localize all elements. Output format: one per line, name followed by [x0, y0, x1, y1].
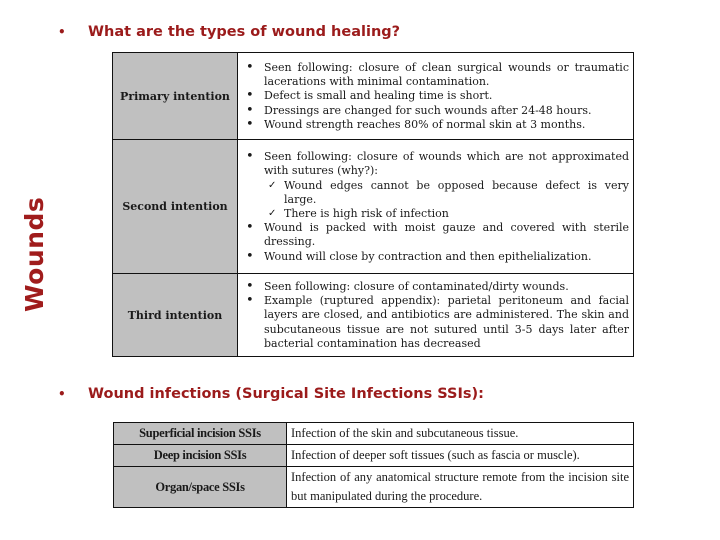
ssi-table	[113, 422, 634, 508]
checklist-item: ✓ There is high risk of infection	[284, 207, 629, 221]
bullet-icon: •	[58, 387, 66, 401]
row-label: Second intention	[113, 140, 238, 274]
ssi-description: Infection of deeper soft tissues (such as fascia or muscle).	[287, 445, 634, 467]
list-item: • Seen following: closure of clean surgical wounds or traumatic lacerations with minimal contamination.	[264, 61, 629, 89]
list-item-text: Seen following: closure of wounds which are not approximated with sutures (why?):	[264, 150, 629, 178]
wound-healing-table	[112, 52, 634, 357]
checklist-item: ✓ Wound edges cannot be opposed because defect is very large.	[284, 179, 629, 207]
row-label: Primary intention	[113, 53, 238, 140]
list-item: • Wound strength reaches 80% of normal skin at 3 months.	[264, 118, 629, 132]
slide-side-title: Wounds	[20, 196, 49, 312]
list-item: • Dressings are changed for such wounds after 24-48 hours.	[264, 104, 629, 118]
table-row-third	[113, 274, 634, 357]
list-item: • Wound will close by contraction and then epithelialization.	[264, 250, 629, 264]
list-item	[264, 150, 629, 221]
list-item: • Wound is packed with moist gauze and covered with sterile dressing.	[264, 221, 629, 249]
table-row	[114, 467, 634, 508]
list-item: • Example (ruptured appendix): parietal peritoneum and facial layers are closed, and antibiotics are administered. The skin and subcutaneous tissue are not sutured until 3-5 days later after bacterial contamination has decreased	[264, 294, 629, 351]
row-content	[238, 53, 634, 140]
infections-heading	[58, 386, 484, 402]
table-row-primary	[113, 53, 634, 140]
ssi-description: Infection of the skin and subcutaneous tissue.	[287, 423, 634, 445]
row-content	[238, 140, 634, 274]
list-item: • Defect is small and healing time is short.	[264, 89, 629, 103]
infections-heading-text: Wound infections (Surgical Site Infections SSIs):	[88, 386, 484, 402]
list-item: • Seen following: closure of contaminated/dirty wounds.	[264, 280, 629, 294]
question-heading	[58, 24, 400, 40]
ssi-type-label: Superficial incision SSIs	[114, 423, 287, 445]
ssi-type-label: Organ/space SSIs	[114, 467, 287, 508]
row-label: Third intention	[113, 274, 238, 357]
ssi-description: Infection of any anatomical structure remote from the incision site but manipulated during the procedure.	[287, 467, 634, 508]
bullet-icon: •	[58, 25, 66, 39]
question-heading-text: What are the types of wound healing?	[88, 24, 401, 40]
table-row-second	[113, 140, 634, 274]
ssi-type-label: Deep incision SSIs	[114, 445, 287, 467]
row-content	[238, 274, 634, 357]
table-row	[114, 445, 634, 467]
table-row	[114, 423, 634, 445]
